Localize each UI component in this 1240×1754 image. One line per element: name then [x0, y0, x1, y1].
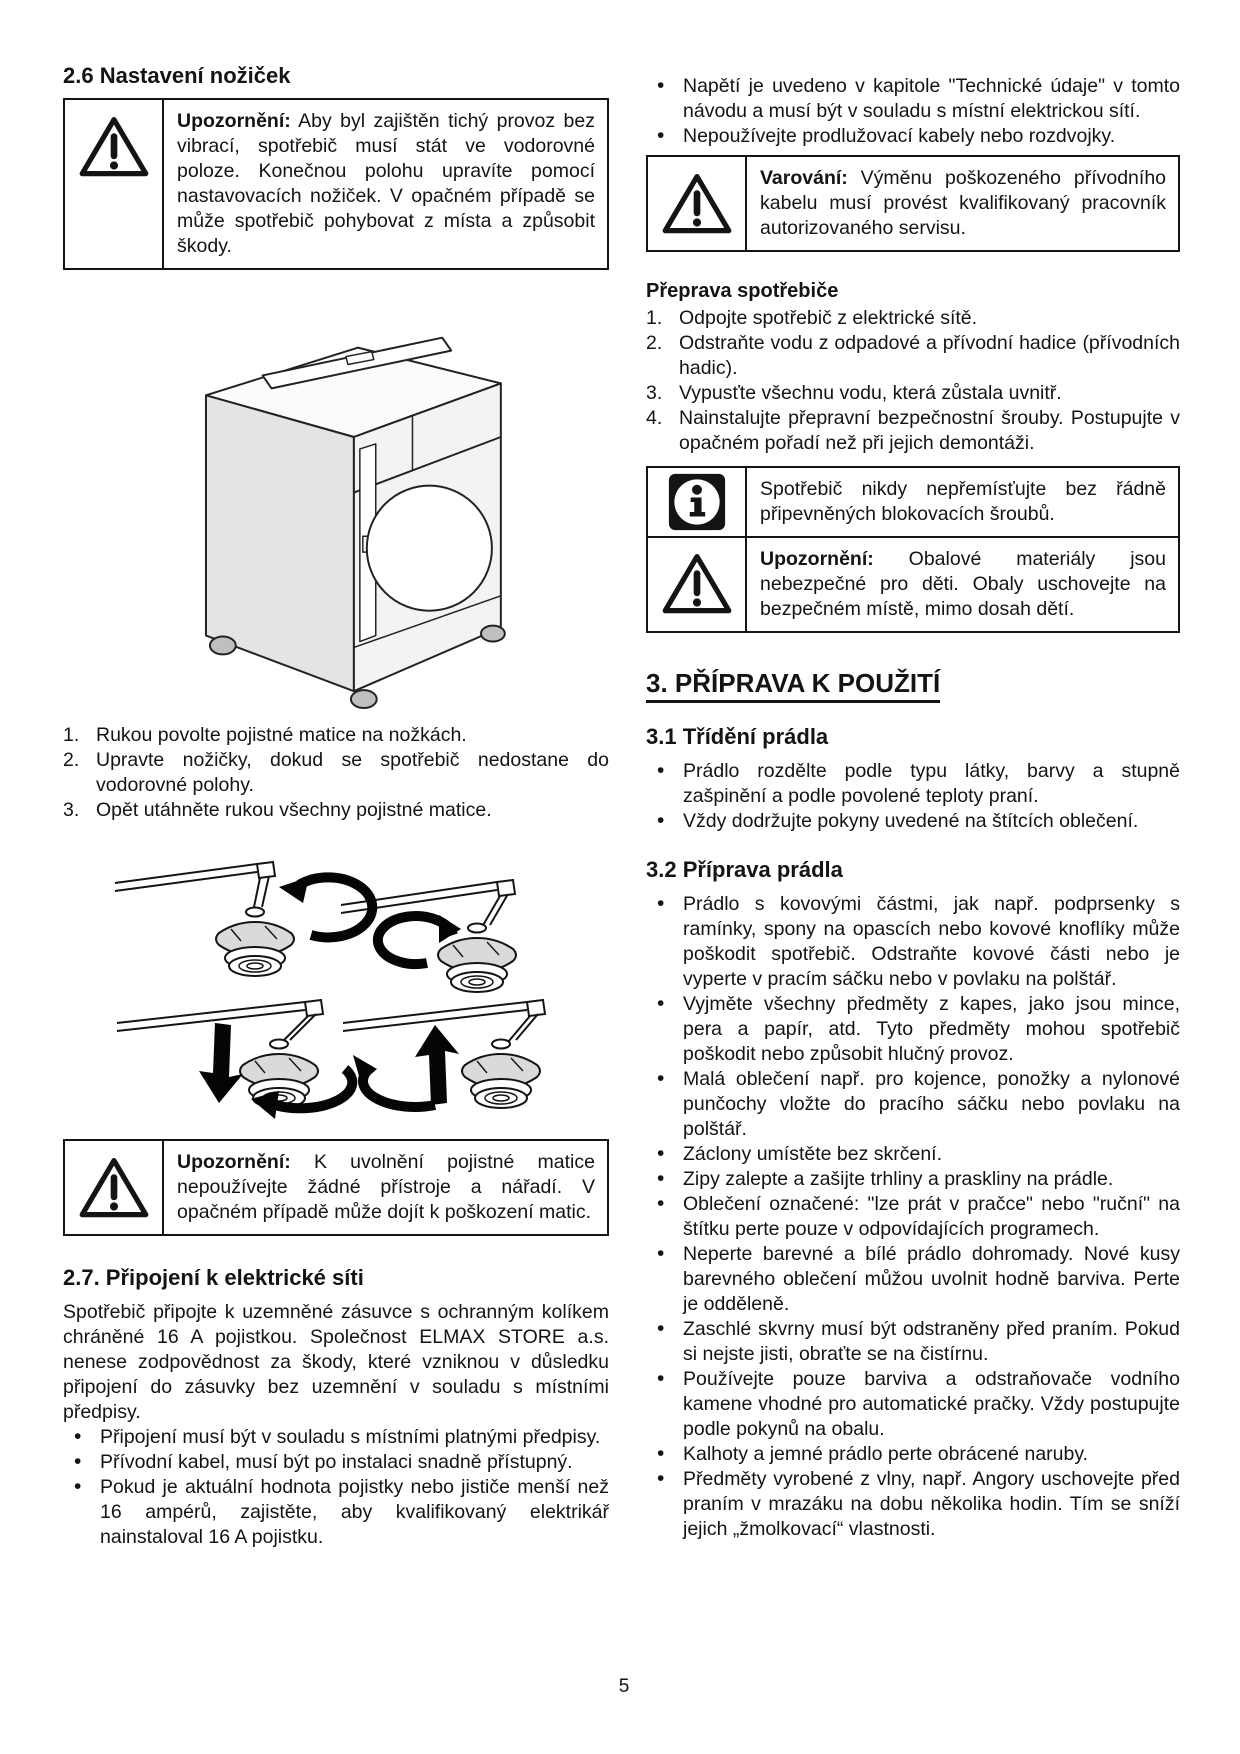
bullet-item: • Vždy dodržujte pokyny uvedené na štítcích oblečení. — [646, 809, 1180, 834]
section-2-6-heading: 2.6 Nastavení nožiček — [63, 63, 291, 88]
bullet-item: • Napětí je uvedeno v kapitole "Technické údaje" v tomto návodu a musí být v souladu s místní elektrickou sítí. — [646, 74, 1180, 124]
info-text: Spotřebič nikdy nepřemísťujte bez řádně připevněných blokovacích šroubů. — [760, 478, 1166, 525]
info-box-screws — [646, 466, 1180, 538]
warning-box-cable — [646, 155, 1180, 252]
left-column — [63, 62, 609, 1550]
warning-box-nuts — [63, 1139, 609, 1236]
info-icon — [668, 473, 726, 531]
bullet-item: • Připojení musí být v souladu s místními platnými předpisy. — [63, 1425, 609, 1450]
washing-machine-figure — [151, 298, 529, 713]
section-3-1-bullets — [646, 759, 1180, 834]
section-3-1-heading: 3.1 Třídění prádla — [646, 723, 829, 749]
bullet-item: • Nepoužívejte prodlužovací kabely nebo rozdvojky. — [646, 124, 1180, 149]
warning-triangle-icon — [77, 1155, 151, 1221]
warning-triangle-icon — [65, 1141, 164, 1234]
section-3-2-heading: 3.2 Příprava prádla — [646, 856, 843, 882]
bullet-item: • Zaschlé skvrny musí být odstraněny před praním. Pokud si nejste jisti, obraťte se na čistírnu. — [646, 1317, 1180, 1367]
bullet-item: • Neperte barevné a bílé prádlo dohromady. Nové kusy barevného oblečení můžou uvolnit hodně barviva. Perte je odděleně. — [646, 1242, 1180, 1317]
bullet-item: • Pokud je aktuální hodnota pojistky nebo jističe menší než 16 ampérů, zajistěte, aby kvalifikovaný elektrikář nainstaloval 16 A pojistku. — [63, 1475, 609, 1550]
bullet-item: • Prádlo s kovovými částmi, jak např. podprsenky s ramínky, spony na opascích nebo kovové knoflíky může poškodit spotřebič. Odstraňte kovové části nebo je vyperte v pracím sáčku nebo v povlaku na polštář. — [646, 892, 1180, 992]
warning-label: Upozornění: — [760, 547, 874, 570]
bullet-item: • Předměty vyrobené z vlny, např. Angory uschovejte před praním v mrazáku na dobu několika hodin. Tím se sníží jejich „žmolkovací“ vlastnosti. — [646, 1467, 1180, 1542]
warning-triangle-icon — [660, 171, 734, 237]
warning-triangle-icon — [648, 157, 747, 250]
section-2-7-bullets — [63, 1425, 609, 1550]
transport-steps — [646, 306, 1180, 456]
leveling-steps — [63, 723, 609, 823]
ordered-step: 2. Upravte nožičky, dokud se spotřebič nedostane do vodorovné polohy. — [63, 749, 609, 796]
power-bullets — [646, 74, 1180, 149]
warning-triangle-icon — [660, 551, 734, 617]
bullet-item: • Prádlo rozdělte podle typu látky, barvy a stupně zašpinění a podle povolené teploty praní. — [646, 759, 1180, 809]
section-2-7-paragraph: Spotřebič připojte k uzemněné zásuvce s ochranným kolíkem chráněné 16 A pojistkou. Společnost ELMAX STORE a.s. nenese zodpovědnost za škody, které vzniknou v důsledku připojení do zásuvky bez uzemnění v souladu s místními předpisy. — [63, 1301, 609, 1423]
ordered-step: 1. Odpojte spotřebič z elektrické sítě. — [646, 307, 978, 329]
warning-triangle-icon — [648, 538, 747, 631]
bullet-item: • Vyjměte všechny předměty z kapes, jako jsou mince, pera a papír, atd. Tyto předměty mohou spotřebič poškodit nebo způsobit hlučný provoz. — [646, 992, 1180, 1067]
bullet-item: • Kalhoty a jemné prádlo perte obrácené naruby. — [646, 1442, 1180, 1467]
warning-label: Varování: — [760, 167, 848, 189]
warning-text: Upozornění: K uvolnění pojistné matice nepoužívejte žádné přístroje a nářadí. V opačném případě může dojít k poškození matic. — [177, 1151, 595, 1223]
feet-adjustment-figure — [109, 843, 551, 1125]
warning-label: Upozornění: — [177, 1151, 291, 1173]
bullet-item: • Malá oblečení např. pro kojence, ponožky a nylonové punčochy vložte do pracího sáčku nebo povlaku na polštář. — [646, 1067, 1180, 1142]
bullet-item: • Používejte pouze barviva a odstraňovače vodního kamene vhodné pro automatické pračky. Vždy postupujte podle pokynů na obalu. — [646, 1367, 1180, 1442]
bullet-item: • Zipy zalepte a zašijte trhliny a praskliny na prádle. — [646, 1167, 1180, 1192]
warning-box-leveling — [63, 98, 609, 270]
right-column — [646, 62, 1180, 1542]
ordered-step: 1. Rukou povolte pojistné matice na nožkách. — [63, 724, 467, 746]
ordered-step: 3. Vypusťte všechnu vodu, která zůstala uvnitř. — [646, 382, 1062, 404]
warning-triangle-icon — [77, 114, 151, 180]
info-icon — [648, 468, 747, 536]
warning-text: Upozornění: Obalové materiály jsou nebezpečné pro děti. Obaly uschovejte na bezpečném místě, mimo dosah dětí. — [760, 547, 1166, 620]
ordered-step: 4. Nainstalujte přepravní bezpečnostní šrouby. Postupujte v opačném pořadí než při jejich demontáži. — [646, 407, 1180, 454]
ordered-step: 3. Opět utáhněte rukou všechny pojistné matice. — [63, 799, 492, 821]
warning-box-packaging — [646, 536, 1180, 633]
warning-text: Varování: Výměnu poškozeného přívodního kabelu musí provést kvalifikovaný pracovník autorizovaného servisu. — [760, 167, 1167, 239]
warning-label: Upozornění: — [177, 110, 291, 132]
ordered-step: 2. Odstraňte vodu z odpadové a přívodní hadice (přívodních hadic). — [646, 332, 1180, 379]
bullet-item: • Přívodní kabel, musí být po instalaci snadně přístupný. — [63, 1450, 609, 1475]
section-3-2-bullets — [646, 892, 1180, 1542]
page-number: 5 — [618, 1676, 630, 1697]
bullet-item: • Oblečení označené: "lze prát v pračce" nebo "ruční" na štítku perte pouze v odpovídajících programech. — [646, 1192, 1180, 1242]
warning-text: Upozornění: Aby byl zajištěn tichý provoz bez vibrací, spotřebič musí stát ve vodorovné poloze. Konečnou polohu upravíte pomocí nastavovacích nožiček. V opačném případě se může spotřebič pohybovat z místa a způsobit škody. — [177, 110, 595, 257]
warning-triangle-icon — [65, 100, 164, 268]
bullet-item: • Záclony umístěte bez skrčení. — [646, 1142, 1180, 1167]
transport-heading: Přeprava spotřebiče — [646, 280, 839, 302]
section-3-heading: 3. PŘÍPRAVA K POUŽITÍ — [646, 667, 1180, 699]
section-2-7-heading: 2.7. Připojení k elektrické síti — [63, 1265, 364, 1290]
